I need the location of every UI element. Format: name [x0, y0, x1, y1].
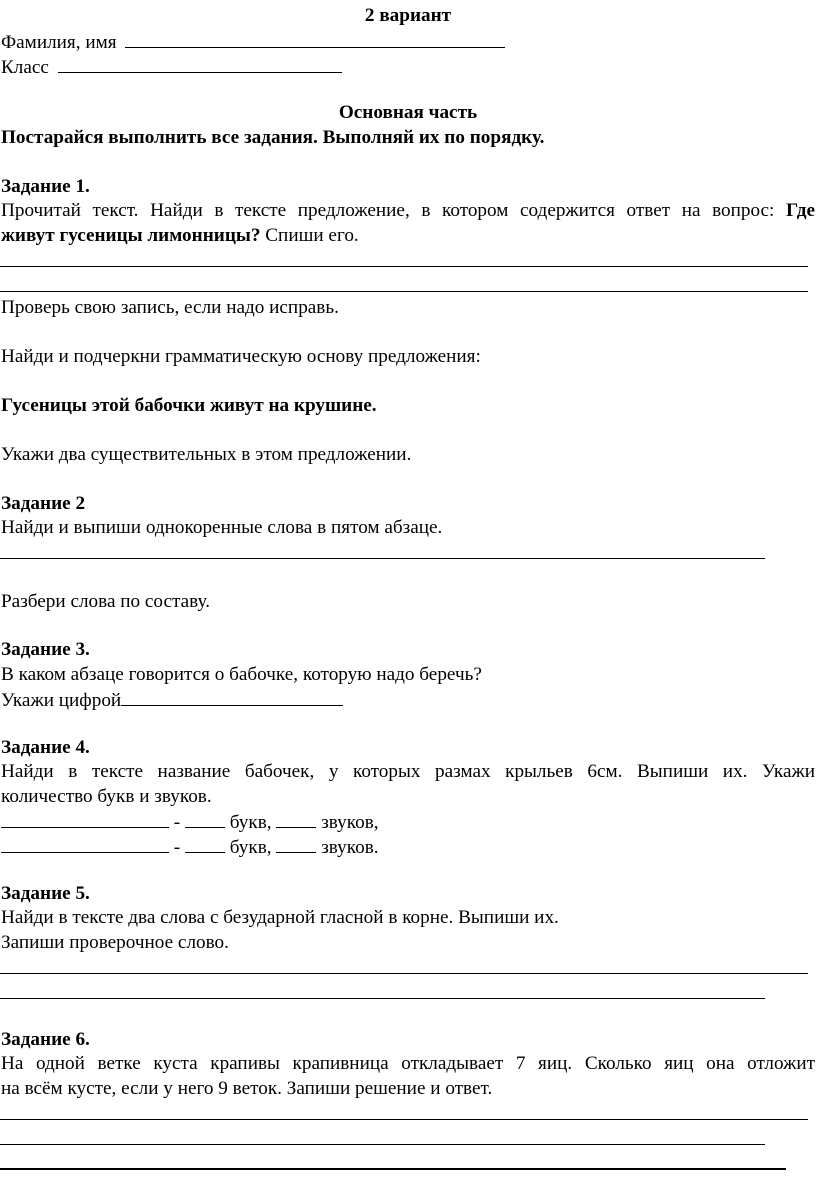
task5-text: Найди в тексте два слова с безударной гласной в корне. Выпиши их.: [1, 907, 559, 928]
task1-nouns: Укажи два существительных в этом предложении.: [1, 444, 412, 465]
task2-answer-line[interactable]: [0, 558, 765, 559]
class-line: [1, 54, 342, 81]
task4-word-blank-2[interactable]: [1, 834, 169, 853]
task3-digit-blank[interactable]: [121, 687, 343, 706]
task1-text-line2: живут гусеницы лимонницы? Спиши его.: [1, 225, 359, 246]
task3-text: В каком абзаце говорится о бабочке, которую надо беречь?: [1, 664, 482, 685]
section-title: Основная часть: [338, 102, 478, 123]
task1-find-basis: Найди и подчеркни грамматическую основу предложения:: [1, 346, 481, 367]
task1-check: Проверь свою запись, если надо исправь.: [1, 297, 339, 318]
task4-sounds-blank-2[interactable]: [276, 834, 316, 853]
task4-letters-blank-1[interactable]: [185, 809, 225, 828]
task5-check-word: Запиши проверочное слово.: [1, 932, 229, 953]
task1-question-a: Где: [786, 200, 815, 221]
task1-answer-line-2[interactable]: [0, 291, 808, 292]
variant-title: 2 вариант: [364, 5, 452, 26]
task5-title: Задание 5.: [1, 883, 90, 904]
task4-answer-row-1: - букв, звуков,: [1, 809, 379, 836]
task6-answer-line-1[interactable]: [0, 1119, 808, 1120]
task6-answer-line-2[interactable]: [0, 1144, 765, 1145]
task5-answer-line-2[interactable]: [0, 998, 765, 999]
name-label: Фамилия, имя: [1, 32, 117, 53]
task2-title: Задание 2: [1, 493, 86, 514]
task3-title: Задание 3.: [1, 639, 90, 660]
task4-letters-blank-2[interactable]: [185, 834, 225, 853]
task6-text-line2: на всём кусте, если у него 9 веток. Запиши решение и ответ.: [1, 1078, 493, 1099]
task1-answer-line-1[interactable]: [0, 266, 808, 267]
task3-digit-label: Укажи цифрой: [1, 690, 122, 711]
task3-digit-line: [1, 687, 343, 714]
task1-sentence: Гусеницы этой бабочки живут на крушине.: [1, 395, 377, 416]
task1-title: Задание 1.: [1, 176, 90, 197]
name-blank[interactable]: [125, 29, 505, 48]
task4-sounds-blank-1[interactable]: [276, 809, 316, 828]
class-blank[interactable]: [58, 54, 342, 73]
task6-answer-line-3[interactable]: [0, 1168, 786, 1170]
task4-word-blank-1[interactable]: [1, 809, 169, 828]
name-line: [1, 29, 505, 56]
task4-answer-row-2: - букв, звуков.: [1, 834, 379, 861]
task4-text-line2: количество букв и звуков.: [1, 786, 212, 807]
task2-parse: Разбери слова по составу.: [1, 591, 211, 612]
task6-text-line1: На одной ветке куста крапивы крапивница откладывает 7 яиц. Сколько яиц она отложит: [1, 1053, 815, 1074]
task6-title: Задание 6.: [1, 1029, 90, 1050]
task1-text-line1: Прочитай текст. Найди в тексте предложение, в котором содержится ответ на вопрос: Где: [1, 200, 815, 221]
instruction: Постарайся выполнить все задания. Выполняй их по порядку.: [1, 127, 545, 148]
class-label: Класс: [1, 57, 49, 78]
task1-question-b: живут гусеницы лимонницы?: [1, 225, 261, 246]
task2-text: Найди и выпиши однокоренные слова в пятом абзаце.: [1, 517, 443, 538]
task5-answer-line-1[interactable]: [0, 973, 808, 974]
task4-text-line1: Найди в тексте название бабочек, у которых размах крыльев 6см. Выпиши их. Укажи: [1, 761, 815, 782]
task4-title: Задание 4.: [1, 737, 90, 758]
